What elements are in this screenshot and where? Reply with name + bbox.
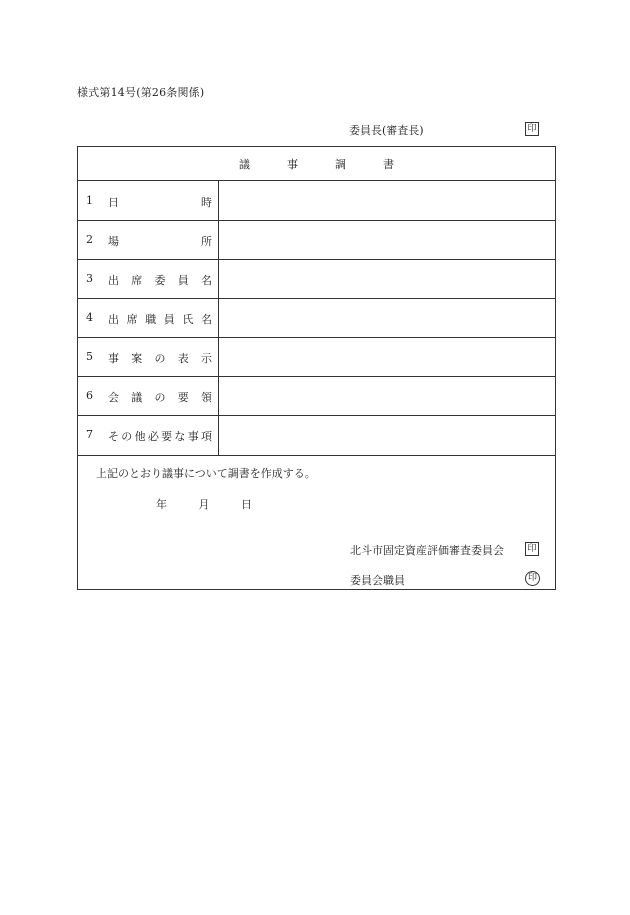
row-label: [108, 389, 212, 405]
record-table: [77, 146, 556, 590]
table-row-other-matters: [78, 415, 555, 456]
label-char: 事: [187, 430, 199, 443]
table-row-meeting-summary: [78, 376, 555, 416]
label-char: 席: [131, 274, 143, 287]
label-char: 項: [200, 430, 212, 443]
table-row-attending-staff: [78, 298, 555, 338]
row-value-cell[interactable]: [219, 337, 555, 376]
row-number: 1: [86, 194, 93, 207]
row-label-cell: [78, 181, 219, 220]
row-value-cell[interactable]: [219, 181, 555, 220]
row-value-cell[interactable]: [219, 298, 555, 337]
row-label-cell: [78, 376, 219, 415]
row-label: [108, 311, 212, 327]
label-char: 事: [108, 352, 119, 365]
label-char: 議: [131, 391, 143, 404]
title-char: 事: [287, 157, 298, 171]
statement-text: 上記のとおり議事について調書を作成する。: [96, 467, 316, 480]
table-title: [78, 147, 555, 181]
label-char: 要: [177, 391, 189, 404]
label-char: な: [174, 430, 186, 443]
label-char: の: [154, 391, 166, 404]
table-row-datetime: [78, 181, 555, 221]
chair-label: 委員長(審査長): [349, 124, 424, 137]
committee-seal-icon: 印: [525, 542, 539, 556]
row-label: [108, 233, 212, 249]
row-label: [108, 350, 212, 366]
label-char: 領: [201, 391, 212, 404]
chair-seal-icon: 印: [525, 122, 539, 136]
table-row-place: [78, 220, 555, 260]
label-char: 出: [108, 274, 119, 287]
date-day-label: 日: [241, 498, 252, 511]
row-value-cell[interactable]: [219, 376, 555, 415]
label-char: 他: [134, 430, 146, 443]
row-label-cell: [78, 337, 219, 376]
form-number: 様式第14号(第26条関係): [77, 86, 205, 99]
row-number: 5: [86, 350, 93, 363]
row-label-cell: [78, 298, 219, 337]
label-char: 出: [108, 313, 119, 326]
title-char: 議: [239, 157, 250, 171]
row-number: 2: [86, 233, 93, 246]
row-value-cell[interactable]: [219, 220, 555, 259]
row-label: [108, 272, 212, 288]
label-char: 示: [201, 352, 212, 365]
label-char: 名: [201, 274, 212, 287]
label-char: 所: [201, 235, 212, 248]
label-char: 職: [145, 313, 157, 326]
label-char: そ: [108, 430, 119, 443]
date-year-label: 年: [156, 498, 167, 511]
row-number: 7: [86, 428, 93, 441]
row-label: [108, 428, 212, 444]
date-line: [156, 496, 280, 512]
row-label-cell: [78, 220, 219, 259]
label-char: の: [154, 352, 166, 365]
row-value-cell[interactable]: [219, 259, 555, 298]
label-char: 員: [163, 313, 175, 326]
row-label: [108, 194, 212, 210]
label-char: 会: [108, 391, 119, 404]
date-month-label: 月: [198, 498, 210, 511]
label-char: 時: [201, 196, 212, 209]
table-row-case-description: [78, 337, 555, 377]
row-number: 3: [86, 272, 93, 285]
row-label-cell: [78, 415, 219, 455]
label-char: 委: [154, 274, 166, 287]
committee-name: 北斗市固定資産評価審査委員会: [350, 544, 504, 557]
label-char: 場: [108, 235, 119, 248]
staff-label: 委員会職員: [350, 574, 405, 587]
label-char: 名: [200, 313, 212, 326]
signature-area: [78, 456, 555, 590]
label-char: 表: [177, 352, 189, 365]
row-value-cell[interactable]: [219, 415, 555, 455]
row-number: 6: [86, 389, 93, 402]
title-char: 書: [383, 157, 394, 171]
table-row-attending-members: [78, 259, 555, 299]
label-char: 必: [147, 430, 159, 443]
staff-seal-icon: 印: [525, 571, 540, 586]
row-number: 4: [86, 311, 93, 324]
label-char: 日: [108, 196, 119, 209]
title-char: 調: [335, 157, 346, 171]
label-char: 席: [126, 313, 138, 326]
label-char: 員: [177, 274, 189, 287]
row-label-cell: [78, 259, 219, 298]
label-char: 氏: [182, 313, 194, 326]
label-char: 案: [131, 352, 143, 365]
label-char: の: [121, 430, 133, 443]
label-char: 要: [161, 430, 173, 443]
